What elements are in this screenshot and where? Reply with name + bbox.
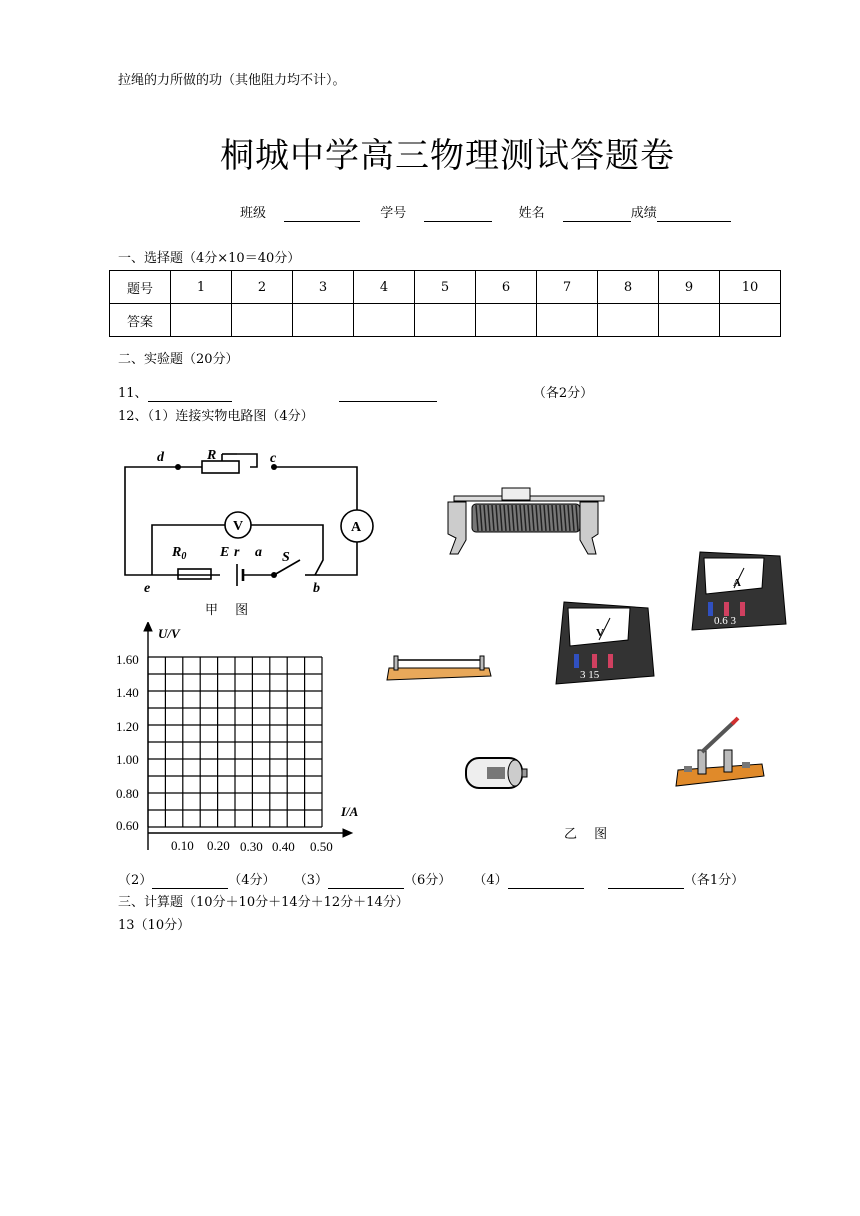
ammeter-terminal — [740, 602, 745, 616]
label-r-internal: r — [234, 545, 240, 560]
battery-end — [508, 760, 522, 786]
question-number: 6 — [476, 271, 537, 304]
label-r0: $R_0$ — [172, 545, 187, 562]
class-field[interactable] — [284, 208, 360, 222]
score-label: 成绩 — [630, 206, 657, 221]
q12-label: 12、（1）连接实物电路图（4分） — [118, 409, 314, 424]
class-label: 班级 — [240, 206, 267, 221]
answer-header: 答案 — [110, 304, 171, 337]
y-tick-label: 1.60 — [116, 652, 139, 667]
battery-terminal — [522, 769, 527, 777]
label-v: V — [233, 519, 244, 534]
q12-2-label: （2） — [118, 873, 153, 888]
label-b: b — [313, 581, 320, 596]
label-e-node: e — [144, 581, 151, 596]
question-number-row — [110, 271, 781, 304]
name-label: 姓名 — [518, 206, 545, 221]
y-tick-label: 1.40 — [116, 685, 139, 700]
question-number: 4 — [354, 271, 415, 304]
q12-4-answer-1[interactable] — [508, 875, 584, 889]
circuit-wire — [274, 467, 357, 510]
section2-heading: 二、实验题（20分） — [118, 352, 239, 367]
question-number: 10 — [720, 271, 781, 304]
circuit-wire — [152, 525, 225, 575]
number-field[interactable] — [424, 208, 492, 222]
sliding-rheostat-image[interactable] — [440, 482, 605, 562]
answer-cell[interactable] — [720, 304, 781, 337]
q11-label: 11、 — [118, 386, 148, 401]
score-field[interactable] — [657, 208, 731, 222]
question-number: 7 — [537, 271, 598, 304]
section3-heading: 三、计算题（10分＋10分＋14分＋12分＋14分） — [118, 895, 409, 910]
y-tick-label: 0.60 — [116, 818, 139, 833]
y-tick-label: 1.20 — [116, 719, 139, 734]
top-line: 拉绳的力所做的功（其他阻力均不计）。 — [118, 73, 346, 88]
circuit-wire — [320, 542, 357, 575]
circuit-caption: 甲 图 — [205, 603, 249, 618]
label-a: A — [351, 520, 362, 535]
x-tick-label: 0.40 — [272, 839, 295, 854]
apparatus-caption: 乙 图 — [564, 827, 608, 842]
switch-post — [724, 750, 732, 772]
rheostat-right-leg — [580, 502, 598, 554]
x-axis-label: I/A — [341, 804, 359, 819]
x-axis-arrow — [343, 829, 352, 837]
name-field[interactable] — [563, 208, 631, 222]
question-number: 9 — [659, 271, 720, 304]
answer-cell[interactable] — [415, 304, 476, 337]
q12-4-answer-2[interactable] — [608, 875, 684, 889]
y-tick-label: 0.80 — [116, 786, 139, 801]
board-base — [387, 668, 491, 680]
voltmeter-terminal-labels: 3 15 — [580, 669, 600, 681]
x-tick-label: 0.30 — [240, 839, 263, 854]
circuit-diagram — [110, 440, 390, 600]
label-s: S — [282, 550, 290, 565]
voltmeter-letter: V — [596, 627, 604, 639]
q11-points: （各2分） — [532, 386, 594, 401]
q12-2-answer[interactable] — [152, 875, 228, 889]
board-post — [480, 656, 484, 670]
answer-row — [110, 304, 781, 337]
r0-resistor — [178, 569, 211, 579]
x-tick-label: 0.20 — [207, 838, 230, 853]
x-tick-label: 0.10 — [171, 838, 194, 853]
label-d: d — [157, 450, 164, 465]
board-post — [394, 656, 398, 670]
question-number: 2 — [232, 271, 293, 304]
q11-answer-2[interactable] — [339, 388, 437, 402]
number-label: 学号 — [380, 206, 407, 221]
circuit-wire — [237, 454, 257, 467]
battery-image[interactable] — [462, 752, 532, 794]
ammeter-terminal — [724, 602, 729, 616]
answer-cell[interactable] — [354, 304, 415, 337]
rheostat-slider-block — [502, 488, 530, 500]
q11-row — [118, 386, 593, 402]
section1-heading: 一、选择题（4分×10＝40分） — [118, 251, 301, 266]
q12-answers-row — [118, 873, 744, 889]
switch-handle — [732, 718, 738, 724]
answer-cell[interactable] — [537, 304, 598, 337]
q12-4-points: （各1分） — [683, 873, 745, 888]
question-number: 1 — [171, 271, 232, 304]
answer-cell[interactable] — [598, 304, 659, 337]
node-d — [175, 464, 181, 470]
battery-label — [487, 767, 505, 779]
voltmeter-terminal — [608, 654, 613, 668]
question-number: 8 — [598, 271, 659, 304]
voltmeter-image[interactable] — [552, 598, 658, 690]
ammeter-terminal-labels: 0.6 3 — [714, 615, 736, 627]
node-a — [271, 572, 277, 578]
label-c: c — [270, 451, 277, 466]
voltmeter-terminal — [592, 654, 597, 668]
knife-switch-image[interactable] — [672, 714, 768, 790]
answer-cell[interactable] — [293, 304, 354, 337]
switch-terminal — [684, 766, 692, 772]
question-number: 5 — [415, 271, 476, 304]
page-title: 桐城中学高三物理测试答题卷 — [220, 136, 675, 176]
label-r: R — [207, 448, 217, 463]
q12-3-label: （3） — [293, 873, 328, 888]
ammeter-image[interactable] — [688, 548, 788, 636]
question-number: 3 — [293, 271, 354, 304]
switch-blade — [702, 722, 734, 752]
y-axis-arrow — [144, 622, 152, 631]
voltmeter-terminal-neg — [574, 654, 579, 668]
resistance-wire-board[interactable] — [385, 654, 495, 684]
answer-cell[interactable] — [476, 304, 537, 337]
q12-4-label: （4） — [473, 873, 508, 888]
switch-post — [698, 750, 706, 774]
q12-3-answer[interactable] — [328, 875, 404, 889]
q12-3-points: （6分） — [403, 873, 452, 888]
answer-cell[interactable] — [171, 304, 232, 337]
answer-table — [109, 270, 781, 337]
y-axis-label: U/V — [158, 626, 180, 641]
q11-answer-1[interactable] — [148, 388, 232, 402]
ammeter-letter: A — [733, 577, 741, 589]
student-info-row — [240, 206, 731, 222]
switch-terminal — [742, 762, 750, 768]
label-a-node: a — [255, 545, 262, 560]
rheostat-left-leg — [448, 502, 466, 554]
ammeter-terminal-neg — [708, 602, 713, 616]
row-header: 题号 — [110, 271, 171, 304]
answer-cell[interactable] — [659, 304, 720, 337]
q12-2-points: （4分） — [228, 873, 276, 888]
answer-cell[interactable] — [232, 304, 293, 337]
label-e: E — [220, 545, 230, 560]
q13-label: 13（10分） — [118, 918, 191, 933]
y-tick-label: 1.00 — [116, 752, 139, 767]
ui-graph[interactable] — [110, 622, 370, 857]
x-tick-label: 0.50 — [310, 839, 333, 854]
